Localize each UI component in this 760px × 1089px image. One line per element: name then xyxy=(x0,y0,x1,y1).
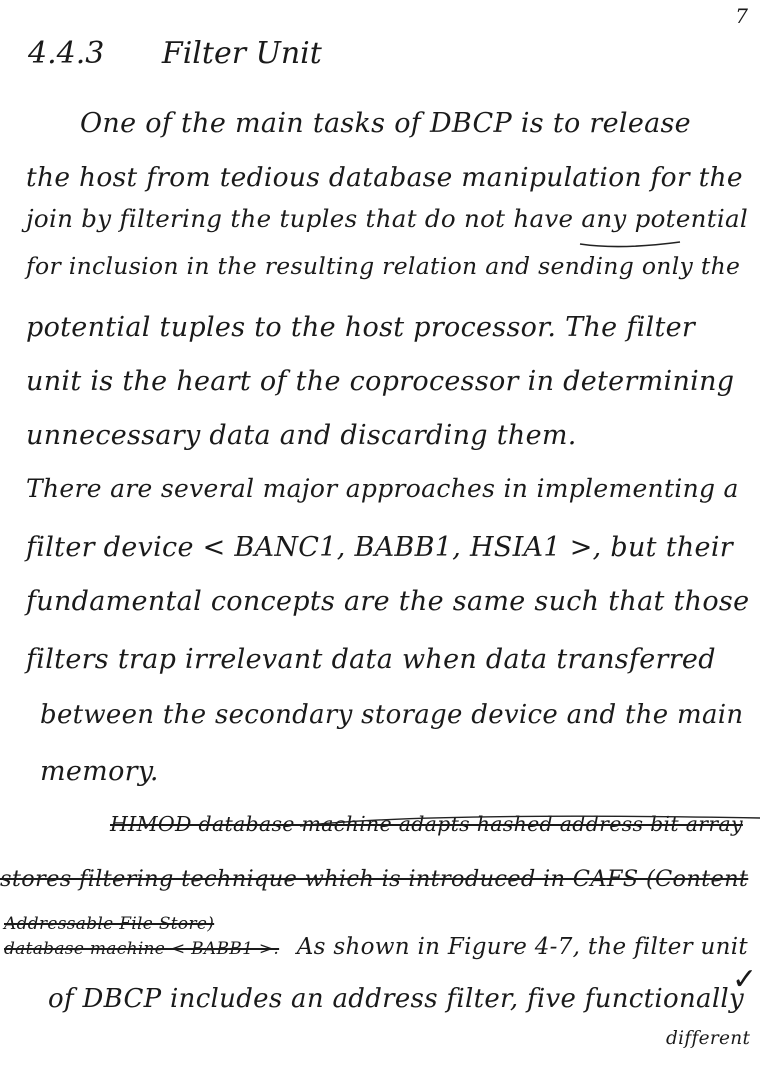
paragraph1-line7: unnecessary data and discarding them. xyxy=(26,420,577,451)
paragraph1-line2: the host from tedious database manipulation for the xyxy=(26,162,743,193)
paragraph3-line3: different xyxy=(666,1028,751,1049)
struck-line4: database machine < BABB1 >. xyxy=(4,939,280,959)
struck-line2: stores filtering technique which is introduced in CAFS (Content xyxy=(0,866,749,892)
paragraph2-line4: filters trap irrelevant data when data transferred xyxy=(26,644,716,675)
paragraph3-continuation: As shown in Figure 4-7, the filter unit xyxy=(296,934,748,960)
paragraph2-line1: There are several major approaches in implementing a xyxy=(26,474,739,503)
struck-line1: HIMOD database machine adapts hashed address bit array xyxy=(110,812,743,836)
paragraph1-line6: unit is the heart of the coprocessor in determining xyxy=(26,366,735,397)
paragraph2-line6: memory. xyxy=(40,756,159,787)
paragraph1-line3: join by filtering the tuples that do not have any potential xyxy=(26,204,749,233)
section-heading xyxy=(28,36,322,71)
check-mark-icon: ✓ xyxy=(732,962,758,997)
paragraph2-line5: between the secondary storage device and the main xyxy=(40,700,744,730)
page-number: 7 xyxy=(735,4,748,28)
section-title: Filter Unit xyxy=(161,36,322,71)
paragraph2-line3: fundamental concepts are the same such that those xyxy=(26,586,750,617)
paragraph1-line5: potential tuples to the host processor. The filter xyxy=(26,312,696,343)
section-number: 4.4.3 xyxy=(28,36,105,71)
underline-mark xyxy=(580,242,680,247)
struck-line3: Addressable File Store) xyxy=(4,914,215,934)
paragraph1-line4: for inclusion in the resulting relation and sending only the xyxy=(26,252,741,280)
paragraph1-line1: One of the main tasks of DBCP is to release xyxy=(80,108,691,139)
paragraph3-line2: of DBCP includes an address filter, five functionally xyxy=(48,984,745,1014)
mixed-line xyxy=(4,934,748,960)
paragraph2-line2: filter device < BANC1, BABB1, HSIA1 >, but their xyxy=(26,532,733,563)
